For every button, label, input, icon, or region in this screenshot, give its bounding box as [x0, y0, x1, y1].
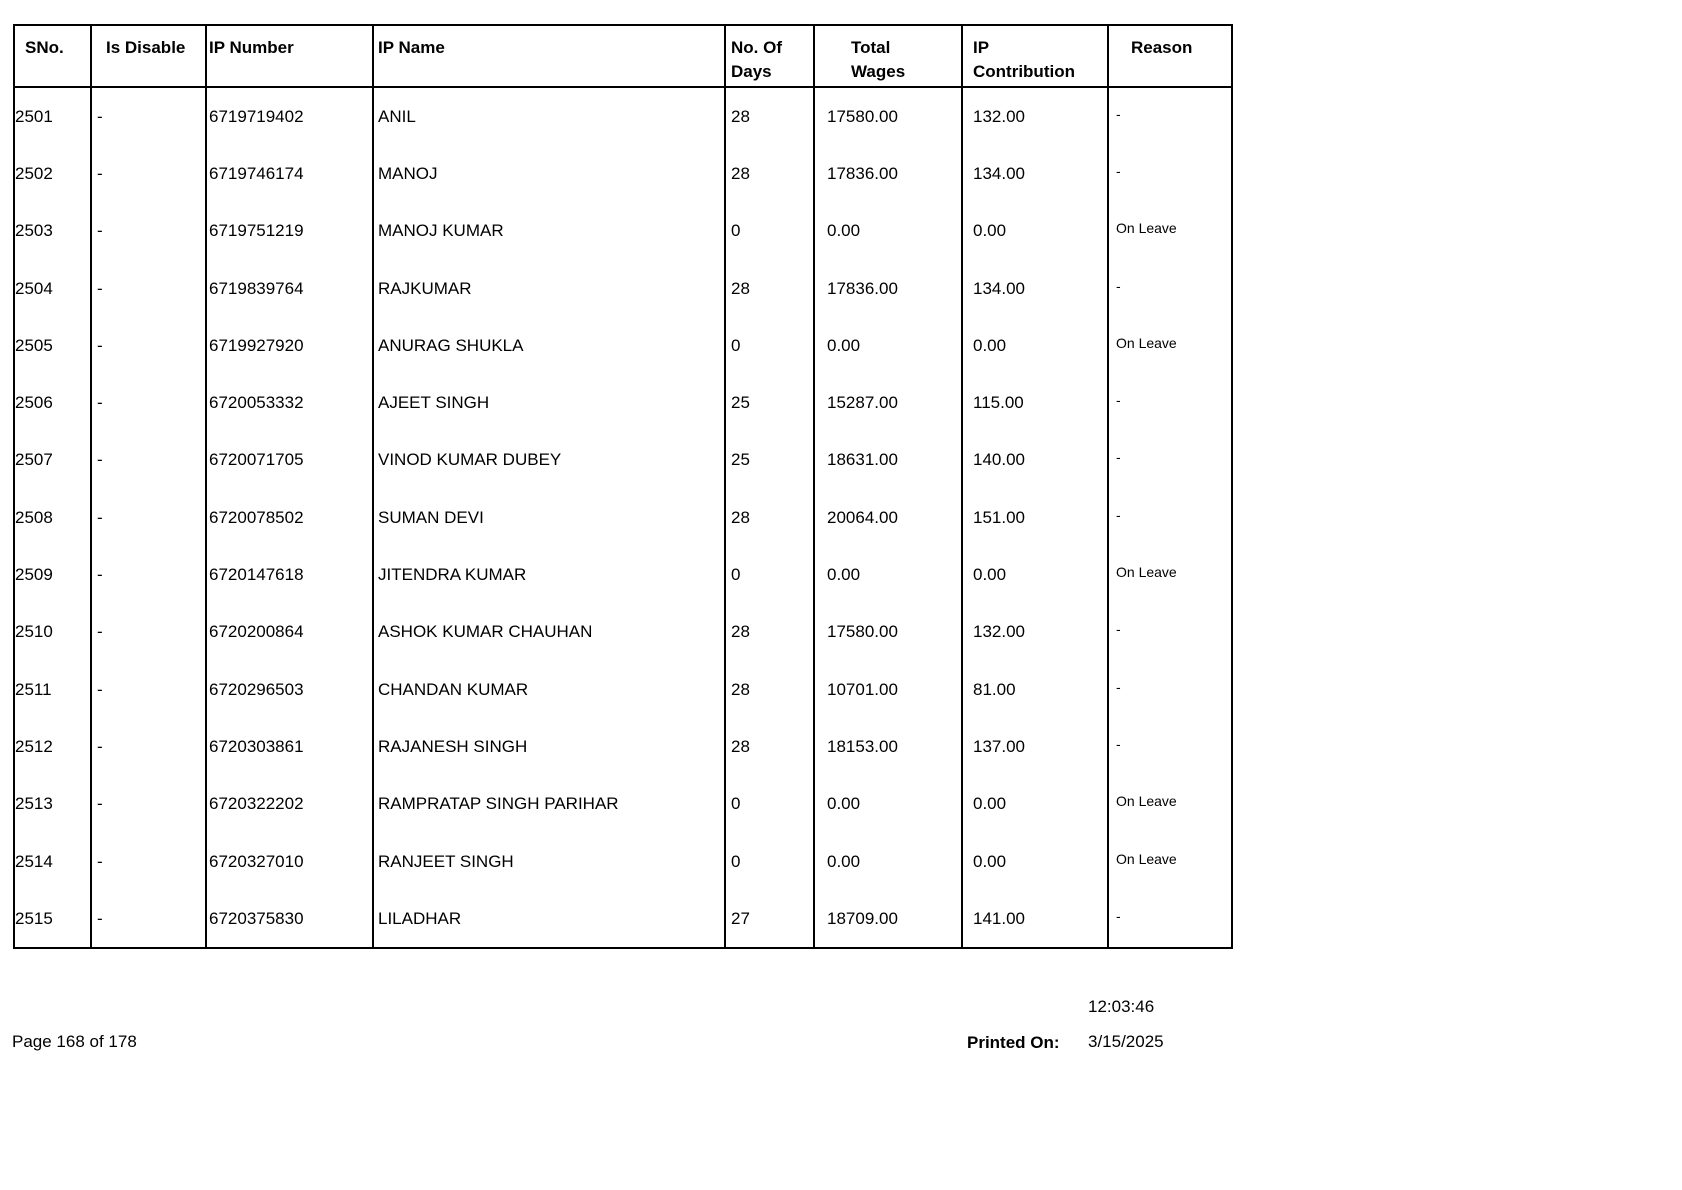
cell-total-wages-text: 17580.00: [827, 106, 898, 126]
cell-no-of-days: [725, 87, 814, 145]
cell-ip-contribution-text: 151.00: [973, 507, 1025, 527]
cell-sno-text: 2501: [15, 106, 53, 126]
cell-ip-number: [206, 260, 373, 317]
table-row: [14, 776, 1232, 833]
cell-no-of-days-text: 0: [731, 794, 741, 814]
cell-is-disable-text: -: [97, 163, 103, 183]
contribution-table: [13, 24, 1233, 949]
cell-total-wages: [814, 776, 962, 833]
cell-no-of-days-text: 28: [731, 106, 750, 126]
cell-no-of-days: [725, 489, 814, 546]
cell-is-disable-text: -: [97, 507, 103, 527]
cell-ip-name-text: ASHOK KUMAR CHAUHAN: [378, 622, 593, 642]
cell-ip-name-text: MANOJ: [378, 163, 438, 183]
cell-no-of-days: [725, 203, 814, 260]
cell-ip-number: [206, 890, 373, 948]
cell-ip-contribution: [962, 546, 1108, 603]
cell-ip-number-text: 6720303861: [209, 736, 304, 756]
cell-total-wages-text: 17836.00: [827, 163, 898, 183]
cell-ip-contribution-text: 134.00: [973, 278, 1025, 298]
cell-ip-name-text: ANIL: [378, 106, 416, 126]
cell-no-of-days: [725, 604, 814, 661]
cell-no-of-days: [725, 890, 814, 948]
cell-ip-name: [373, 718, 725, 775]
cell-reason-text: On Leave: [1116, 334, 1177, 351]
cell-no-of-days: [725, 260, 814, 317]
table-row: [14, 604, 1232, 661]
cell-ip-name-text: VINOD KUMAR DUBEY: [378, 450, 562, 470]
cell-ip-name-text: JITENDRA KUMAR: [378, 565, 527, 585]
cell-ip-name: [373, 833, 725, 890]
header-contrib-line1: IP: [973, 38, 990, 57]
cell-ip-number-text: 6719746174: [209, 163, 304, 183]
table-row: [14, 317, 1232, 374]
cell-ip-number-text: 6720053332: [209, 393, 304, 413]
cell-sno-text: 2511: [15, 679, 52, 699]
cell-reason-text: -: [1116, 162, 1121, 179]
cell-ip-contribution: [962, 432, 1108, 489]
header-total-wages: [814, 25, 962, 87]
cell-total-wages-text: 18709.00: [827, 908, 898, 928]
printed-on-label: Printed On:: [967, 1033, 1060, 1052]
cell-is-disable: [91, 776, 206, 833]
cell-ip-name-text: RAMPRATAP SINGH PARIHAR: [378, 794, 619, 814]
cell-no-of-days: [725, 374, 814, 431]
cell-ip-number: [206, 604, 373, 661]
header-sno: SNo.: [14, 25, 91, 87]
cell-reason: [1108, 604, 1232, 661]
cell-is-disable: [91, 661, 206, 718]
cell-ip-contribution: [962, 87, 1108, 145]
table-body: [14, 87, 1232, 948]
cell-ip-name-text: CHANDAN KUMAR: [378, 679, 529, 699]
cell-total-wages-text: 17836.00: [827, 278, 898, 298]
header-days-line2: Days: [731, 62, 772, 81]
cell-ip-contribution-text: 81.00: [973, 679, 1016, 699]
cell-ip-number-text: 6720078502: [209, 507, 304, 527]
cell-ip-name: [373, 776, 725, 833]
cell-ip-name: [373, 260, 725, 317]
cell-sno-text: 2513: [15, 794, 53, 814]
cell-ip-name: [373, 661, 725, 718]
cell-ip-contribution: [962, 890, 1108, 948]
cell-ip-name-text: ANURAG SHUKLA: [378, 335, 524, 355]
cell-is-disable: [91, 317, 206, 374]
cell-is-disable-text: -: [97, 393, 103, 413]
cell-sno: [14, 718, 91, 775]
header-days-line1: No. Of: [731, 38, 782, 57]
cell-ip-number-text: 6720327010: [209, 851, 304, 871]
cell-is-disable: [91, 546, 206, 603]
cell-is-disable-text: -: [97, 679, 103, 699]
cell-is-disable: [91, 145, 206, 202]
cell-ip-name: [373, 203, 725, 260]
cell-sno-text: 2504: [15, 278, 53, 298]
cell-ip-contribution-text: 115.00: [973, 393, 1024, 413]
cell-sno-text: 2506: [15, 393, 53, 413]
cell-no-of-days: [725, 661, 814, 718]
cell-reason: [1108, 317, 1232, 374]
cell-ip-contribution: [962, 718, 1108, 775]
cell-sno: [14, 546, 91, 603]
cell-is-disable-text: -: [97, 106, 103, 126]
cell-total-wages-text: 10701.00: [827, 679, 898, 699]
cell-sno-text: 2502: [15, 163, 53, 183]
cell-reason: [1108, 833, 1232, 890]
cell-ip-number: [206, 317, 373, 374]
cell-sno: [14, 776, 91, 833]
cell-is-disable: [91, 890, 206, 948]
cell-ip-number-text: 6720296503: [209, 679, 304, 699]
header-contrib-line2: Contribution: [973, 62, 1075, 81]
cell-ip-name: [373, 546, 725, 603]
cell-ip-number: [206, 87, 373, 145]
cell-ip-name: [373, 87, 725, 145]
cell-total-wages: [814, 718, 962, 775]
cell-reason: [1108, 776, 1232, 833]
cell-total-wages: [814, 546, 962, 603]
cell-is-disable: [91, 489, 206, 546]
cell-reason-text: -: [1116, 735, 1121, 752]
cell-reason-text: On Leave: [1116, 220, 1177, 237]
cell-sno-text: 2510: [15, 622, 53, 642]
cell-sno-text: 2515: [15, 908, 53, 928]
cell-reason-text: On Leave: [1116, 850, 1177, 867]
cell-total-wages: [814, 489, 962, 546]
cell-ip-contribution-text: 0.00: [973, 794, 1007, 814]
table-row: [14, 890, 1232, 948]
cell-ip-number-text: 6719719402: [209, 106, 304, 126]
cell-total-wages: [814, 833, 962, 890]
cell-ip-contribution: [962, 260, 1108, 317]
cell-sno-text: 2508: [15, 507, 53, 527]
header-reason: Reason: [1108, 25, 1232, 87]
cell-total-wages-text: 18153.00: [827, 736, 898, 756]
table-row: [14, 87, 1232, 145]
cell-ip-contribution: [962, 203, 1108, 260]
cell-reason: [1108, 145, 1232, 202]
cell-reason-text: On Leave: [1116, 564, 1177, 581]
cell-sno: [14, 87, 91, 145]
cell-ip-number-text: 6719927920: [209, 335, 304, 355]
cell-sno-text: 2512: [15, 736, 53, 756]
cell-ip-number-text: 6720200864: [209, 622, 304, 642]
cell-ip-contribution: [962, 776, 1108, 833]
cell-is-disable: [91, 432, 206, 489]
cell-no-of-days-text: 25: [731, 450, 750, 470]
cell-no-of-days-text: 0: [731, 335, 741, 355]
cell-sno-text: 2514: [15, 851, 53, 871]
cell-ip-number-text: 6720147618: [209, 565, 304, 585]
cell-total-wages-text: 15287.00: [827, 393, 898, 413]
cell-is-disable-text: -: [97, 851, 103, 871]
cell-reason: [1108, 260, 1232, 317]
cell-sno: [14, 203, 91, 260]
cell-ip-contribution: [962, 661, 1108, 718]
page-info: Page 168 of 178: [12, 1032, 137, 1051]
cell-reason-text: On Leave: [1116, 793, 1177, 810]
cell-is-disable: [91, 203, 206, 260]
cell-reason: [1108, 87, 1232, 145]
cell-ip-number: [206, 432, 373, 489]
cell-ip-contribution: [962, 317, 1108, 374]
cell-is-disable-text: -: [97, 221, 103, 241]
cell-sno: [14, 374, 91, 431]
cell-ip-name-text: MANOJ KUMAR: [378, 221, 504, 241]
cell-no-of-days-text: 28: [731, 163, 750, 183]
cell-total-wages-text: 0.00: [827, 565, 861, 585]
table-row: [14, 546, 1232, 603]
cell-ip-contribution: [962, 604, 1108, 661]
cell-sno-text: 2503: [15, 221, 53, 241]
cell-ip-contribution-text: 0.00: [973, 221, 1007, 241]
cell-total-wages: [814, 260, 962, 317]
cell-sno: [14, 317, 91, 374]
table-row: [14, 374, 1232, 431]
cell-ip-name: [373, 432, 725, 489]
cell-sno: [14, 604, 91, 661]
cell-ip-number: [206, 718, 373, 775]
cell-reason-text: -: [1116, 392, 1121, 409]
cell-ip-number: [206, 661, 373, 718]
cell-ip-name: [373, 374, 725, 431]
cell-no-of-days: [725, 546, 814, 603]
cell-ip-name: [373, 489, 725, 546]
cell-ip-number: [206, 145, 373, 202]
cell-ip-number: [206, 374, 373, 431]
cell-ip-number: [206, 203, 373, 260]
cell-total-wages: [814, 87, 962, 145]
cell-no-of-days-text: 0: [731, 565, 741, 585]
table-row: [14, 432, 1232, 489]
table-header: [14, 25, 1232, 87]
cell-reason: [1108, 374, 1232, 431]
cell-sno-text: 2509: [15, 565, 53, 585]
header-ip-contribution: [962, 25, 1108, 87]
cell-total-wages: [814, 604, 962, 661]
cell-ip-contribution-text: 132.00: [973, 106, 1025, 126]
cell-ip-name-text: AJEET SINGH: [378, 393, 490, 413]
header-no-of-days: [725, 25, 814, 87]
table-row: [14, 718, 1232, 775]
table-row: [14, 260, 1232, 317]
header-row: [14, 25, 1232, 87]
cell-ip-contribution-text: 0.00: [973, 565, 1007, 585]
cell-no-of-days-text: 25: [731, 393, 750, 413]
cell-is-disable: [91, 87, 206, 145]
cell-reason: [1108, 890, 1232, 948]
cell-sno: [14, 890, 91, 948]
cell-total-wages-text: 20064.00: [827, 507, 898, 527]
cell-is-disable-text: -: [97, 278, 103, 298]
cell-sno: [14, 432, 91, 489]
cell-ip-name: [373, 890, 725, 948]
table-row: [14, 661, 1232, 718]
cell-total-wages: [814, 432, 962, 489]
cell-reason-text: -: [1116, 277, 1121, 294]
cell-total-wages-text: 17580.00: [827, 622, 898, 642]
cell-ip-contribution-text: 134.00: [973, 163, 1025, 183]
cell-reason: [1108, 203, 1232, 260]
cell-is-disable-text: -: [97, 450, 103, 470]
cell-ip-name: [373, 317, 725, 374]
cell-reason: [1108, 432, 1232, 489]
cell-no-of-days-text: 27: [731, 908, 750, 928]
cell-ip-name-text: RANJEET SINGH: [378, 851, 514, 871]
cell-no-of-days-text: 28: [731, 679, 750, 699]
cell-sno: [14, 260, 91, 317]
cell-total-wages: [814, 661, 962, 718]
cell-ip-contribution: [962, 145, 1108, 202]
cell-total-wages-text: 18631.00: [827, 450, 898, 470]
cell-reason-text: -: [1116, 678, 1121, 695]
cell-total-wages: [814, 203, 962, 260]
cell-ip-name-text: RAJKUMAR: [378, 278, 472, 298]
cell-ip-number: [206, 489, 373, 546]
cell-ip-contribution-text: 132.00: [973, 622, 1025, 642]
header-ip-name: IP Name: [373, 25, 725, 87]
cell-ip-contribution: [962, 374, 1108, 431]
cell-no-of-days: [725, 718, 814, 775]
cell-sno: [14, 661, 91, 718]
cell-total-wages-text: 0.00: [827, 794, 861, 814]
cell-ip-number: [206, 546, 373, 603]
cell-ip-contribution-text: 0.00: [973, 851, 1007, 871]
cell-total-wages: [814, 145, 962, 202]
cell-is-disable-text: -: [97, 335, 103, 355]
printed-date: 3/15/2025: [1088, 1032, 1164, 1051]
cell-no-of-days-text: 0: [731, 221, 741, 241]
cell-ip-contribution: [962, 833, 1108, 890]
cell-total-wages-text: 0.00: [827, 335, 861, 355]
cell-is-disable-text: -: [97, 736, 103, 756]
cell-sno-text: 2505: [15, 335, 53, 355]
cell-total-wages-text: 0.00: [827, 851, 861, 871]
cell-is-disable: [91, 604, 206, 661]
cell-ip-contribution-text: 141.00: [973, 908, 1025, 928]
cell-sno: [14, 145, 91, 202]
cell-reason: [1108, 489, 1232, 546]
cell-reason: [1108, 546, 1232, 603]
cell-ip-name-text: RAJANESH SINGH: [378, 736, 528, 756]
cell-reason-text: -: [1116, 907, 1121, 924]
cell-no-of-days-text: 28: [731, 736, 750, 756]
header-wages-line2: Wages: [851, 62, 906, 81]
cell-ip-name: [373, 604, 725, 661]
cell-reason: [1108, 718, 1232, 775]
cell-no-of-days-text: 0: [731, 851, 741, 871]
header-ip-number: IP Number: [206, 25, 373, 87]
cell-ip-number-text: 6720322202: [209, 794, 304, 814]
cell-no-of-days: [725, 776, 814, 833]
cell-ip-number-text: 6720375830: [209, 908, 304, 928]
printed-time: 12:03:46: [1088, 997, 1155, 1016]
table-row: [14, 489, 1232, 546]
cell-no-of-days: [725, 317, 814, 374]
cell-reason-text: -: [1116, 506, 1121, 523]
cell-total-wages-text: 0.00: [827, 221, 861, 241]
table-row: [14, 833, 1232, 890]
cell-is-disable: [91, 833, 206, 890]
cell-no-of-days: [725, 432, 814, 489]
header-wages-line1: Total: [851, 38, 891, 57]
table-row: [14, 145, 1232, 202]
cell-is-disable-text: -: [97, 622, 103, 642]
cell-ip-contribution-text: 140.00: [973, 450, 1025, 470]
cell-is-disable: [91, 374, 206, 431]
cell-is-disable: [91, 260, 206, 317]
cell-no-of-days: [725, 145, 814, 202]
cell-ip-name-text: SUMAN DEVI: [378, 507, 484, 527]
cell-ip-name-text: LILADHAR: [378, 908, 462, 928]
cell-is-disable-text: -: [97, 565, 103, 585]
cell-no-of-days: [725, 833, 814, 890]
header-is-disable: Is Disable: [91, 25, 206, 87]
cell-is-disable-text: -: [97, 794, 103, 814]
cell-ip-number: [206, 776, 373, 833]
cell-ip-contribution: [962, 489, 1108, 546]
cell-ip-number-text: 6719751219: [209, 221, 304, 241]
cell-is-disable: [91, 718, 206, 775]
cell-reason: [1108, 661, 1232, 718]
cell-sno-text: 2507: [15, 450, 53, 470]
cell-ip-number: [206, 833, 373, 890]
cell-total-wages: [814, 890, 962, 948]
cell-reason-text: -: [1116, 105, 1121, 122]
cell-ip-contribution-text: 0.00: [973, 335, 1007, 355]
cell-no-of-days-text: 28: [731, 507, 750, 527]
cell-ip-number-text: 6719839764: [209, 278, 304, 298]
cell-total-wages: [814, 374, 962, 431]
cell-is-disable-text: -: [97, 908, 103, 928]
cell-reason-text: -: [1116, 621, 1121, 638]
cell-total-wages: [814, 317, 962, 374]
cell-no-of-days-text: 28: [731, 622, 750, 642]
cell-ip-contribution-text: 137.00: [973, 736, 1025, 756]
cell-ip-number-text: 6720071705: [209, 450, 304, 470]
cell-sno: [14, 489, 91, 546]
cell-no-of-days-text: 28: [731, 278, 750, 298]
cell-ip-name: [373, 145, 725, 202]
cell-reason-text: -: [1116, 449, 1121, 466]
cell-sno: [14, 833, 91, 890]
table-row: [14, 203, 1232, 260]
